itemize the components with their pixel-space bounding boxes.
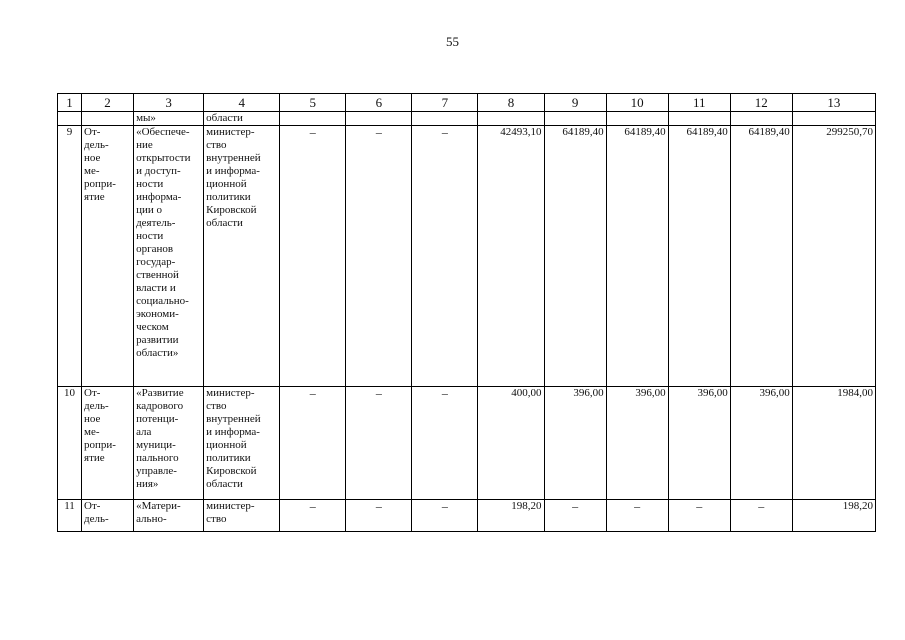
row-type-text: От- дель- ное ме- ропри- ятие [84, 126, 116, 203]
budget-table [57, 93, 876, 532]
header-col-1: 1 [58, 94, 82, 112]
cell-col-13: 1984,00 [792, 387, 875, 500]
continuation-executor: области [204, 112, 280, 126]
cell-col-6: – [346, 126, 412, 387]
continuation-row [58, 112, 876, 126]
cell-col-8: 400,00 [478, 387, 544, 500]
row-name [134, 387, 204, 500]
row-type-text: От- дель- [84, 500, 109, 525]
row-type [82, 387, 134, 500]
cell-col-13: 299250,70 [792, 126, 875, 387]
cell-empty [544, 112, 606, 126]
header-col-5: 5 [280, 94, 346, 112]
cell-col-8: 198,20 [478, 500, 544, 532]
header-col-11: 11 [668, 94, 730, 112]
row-type [82, 500, 134, 532]
header-col-6: 6 [346, 94, 412, 112]
cell-col-5: – [280, 387, 346, 500]
table-row [58, 387, 876, 500]
cell-empty [730, 112, 792, 126]
cell-col-8: 42493,10 [478, 126, 544, 387]
cell-empty [792, 112, 875, 126]
cell-col-10: 396,00 [606, 387, 668, 500]
cell-col-10: – [606, 500, 668, 532]
row-type-text: От- дель- ное ме- ропри- ятие [84, 387, 116, 464]
cell-col-9: – [544, 500, 606, 532]
header-col-10: 10 [606, 94, 668, 112]
cell-col-7: – [412, 126, 478, 387]
cell-col-11: 396,00 [668, 387, 730, 500]
header-row [58, 94, 876, 112]
cell-col-9: 396,00 [544, 387, 606, 500]
row-executor [204, 500, 280, 532]
cell-col-12: 64189,40 [730, 126, 792, 387]
row-executor [204, 126, 280, 387]
cell-empty [58, 112, 82, 126]
cell-col-11: 64189,40 [668, 126, 730, 387]
cell-col-7: – [412, 387, 478, 500]
row-executor-text: министер- ство внутренней и информа- ционной политики Кировской области [206, 126, 261, 229]
cell-col-7: – [412, 500, 478, 532]
row-executor [204, 387, 280, 500]
cell-empty [668, 112, 730, 126]
cell-col-6: – [346, 500, 412, 532]
header-col-9: 9 [544, 94, 606, 112]
row-number: 11 [58, 500, 82, 532]
cell-col-10: 64189,40 [606, 126, 668, 387]
cell-col-12: – [730, 500, 792, 532]
row-executor-text: министер- ство внутренней и информа- ционной политики Кировской области [206, 387, 261, 490]
header-col-3: 3 [134, 94, 204, 112]
row-name [134, 126, 204, 387]
row-name [134, 500, 204, 532]
cell-empty [412, 112, 478, 126]
cell-col-5: – [280, 126, 346, 387]
cell-col-6: – [346, 387, 412, 500]
row-name-text: «Развитие кадрового потенци- ала муници- пального управле- ния» [136, 387, 184, 490]
cell-col-5: – [280, 500, 346, 532]
row-name-text: «Обеспече- ние открытости и доступ- ности информа- ции о деятель- ности органов государ- ственной власти и социально- экономи- ческом развитии области» [136, 126, 191, 359]
table-header [58, 94, 876, 112]
header-col-4: 4 [204, 94, 280, 112]
page-number: 55 [446, 34, 459, 49]
cell-empty [280, 112, 346, 126]
header-col-7: 7 [412, 94, 478, 112]
row-name-text: «Матери- ально- [136, 500, 181, 525]
header-col-8: 8 [478, 94, 544, 112]
row-number: 9 [58, 126, 82, 387]
cell-empty [606, 112, 668, 126]
continuation-name: мы» [134, 112, 204, 126]
cell-empty [346, 112, 412, 126]
header-col-2: 2 [82, 94, 134, 112]
row-executor-text: министер- ство [206, 500, 255, 525]
header-col-12: 12 [730, 94, 792, 112]
row-number: 10 [58, 387, 82, 500]
cell-empty [478, 112, 544, 126]
row-type [82, 126, 134, 387]
table-row [58, 500, 876, 532]
cell-col-9: 64189,40 [544, 126, 606, 387]
header-col-13: 13 [792, 94, 875, 112]
table-row [58, 126, 876, 387]
cell-col-12: 396,00 [730, 387, 792, 500]
cell-empty [82, 112, 134, 126]
cell-col-13: 198,20 [792, 500, 875, 532]
cell-col-11: – [668, 500, 730, 532]
